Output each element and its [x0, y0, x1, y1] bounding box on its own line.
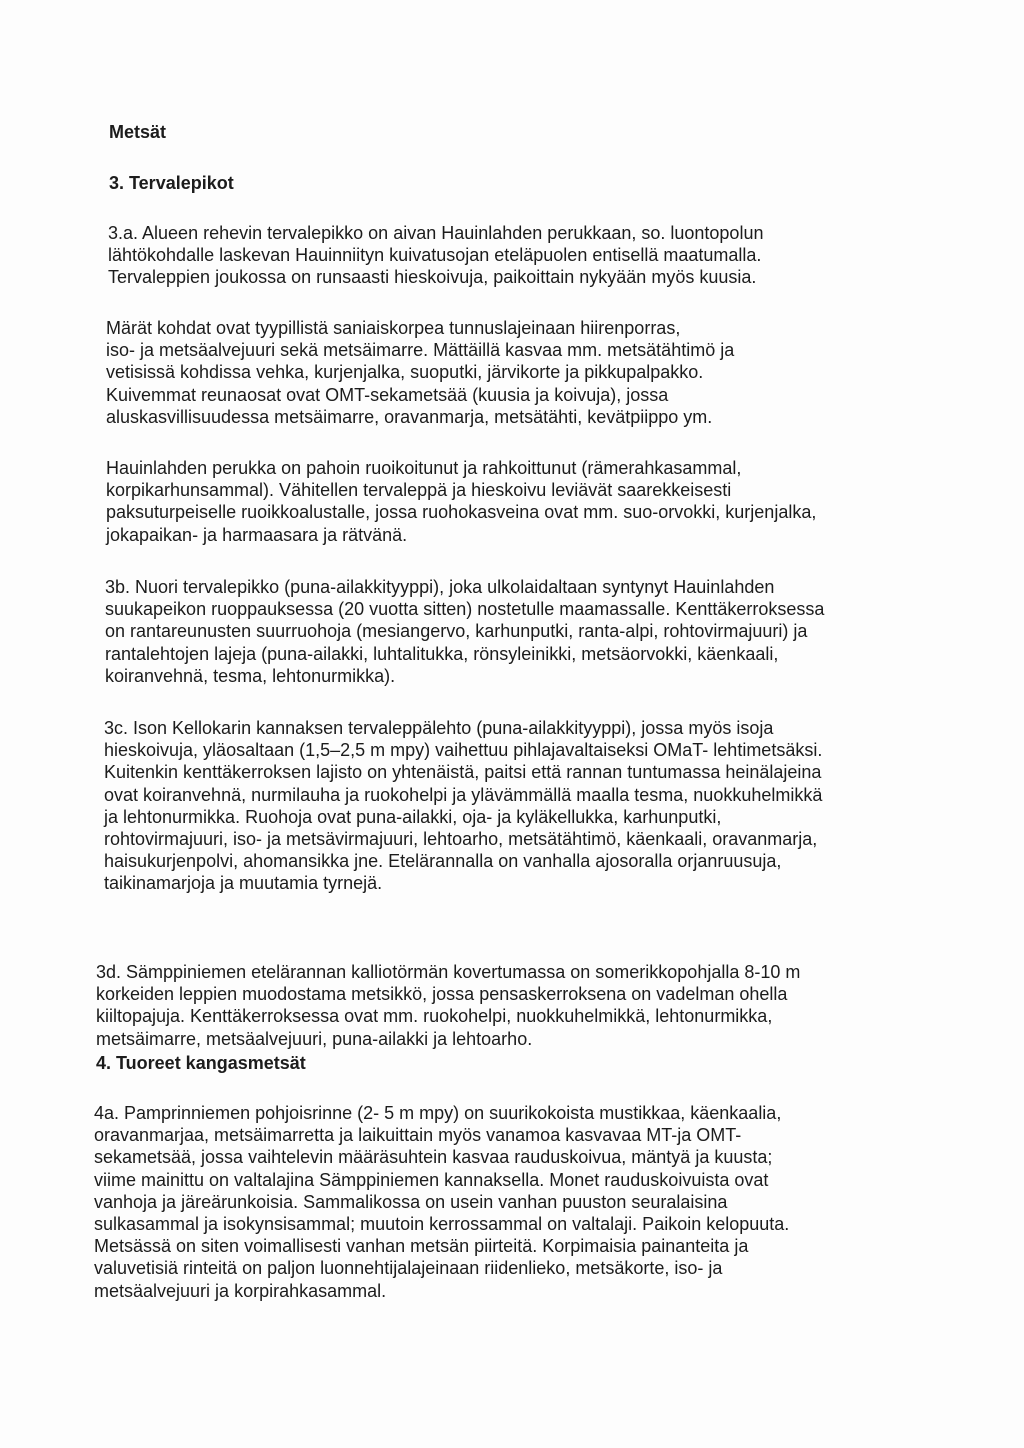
text-line: ovat koiranvehnä, nurmilauha ja ruokohelpi ja ylävämmällä maalla tesma, nuokkuhelmikkä: [104, 784, 823, 805]
text-line: aluskasvillisuudessa metsäimarre, oravanmarja, metsätähti, kevätpiippo ym.: [106, 406, 713, 427]
text-line: Kuitenkin kenttäkerroksen lajisto on yhtenäistä, paitsi että rannan tuntumassa heinälajeina: [104, 762, 822, 783]
text-line: korpikarhunsammal). Vähitellen tervaleppä ja hieskoivu leviävät saarekkeisesti: [106, 480, 732, 501]
text-line: valuvetisiä rinteitä on paljon luonnehtijalajeinaan riidenlieko, metsäkorte, iso- ja: [94, 1258, 723, 1279]
paragraph-3a-wet-areas: [106, 317, 734, 428]
text-line: on rantareunusten suurruohoja (mesiangervo, karhunputki, ranta-alpi, rohtovirmajuuri) ja: [105, 621, 808, 642]
text-line: lähtökohdalle laskevan Hauinniityn kuivatusojan eteläpuolen entisellä maatumalla.: [108, 245, 762, 266]
paragraph-3d: [96, 961, 800, 1050]
text-line: hieskoivuja, yläosaltaan (1,5–2,5 m mpy) vaihettuu pihlajavaltaiseksi OMaT- lehtimetsäksi.: [104, 740, 823, 761]
text-line: vanhoja ja järeärunkoisia. Sammalikossa on usein vanhan puuston seuralaisina: [94, 1191, 728, 1212]
text-line: Märät kohdat ovat tyypillistä saniaiskorpea tunnuslajeinaan hiirenporras,: [106, 318, 681, 338]
section-heading-tervalepikot: 3. Tervalepikot: [109, 173, 234, 193]
paragraph-3b: [105, 576, 824, 687]
text-line: taikinamarjoja ja muutamia tyrnejä.: [104, 873, 383, 894]
text-line: sekametsää, jossa vaihtelevin määräsuhtein kasvaa rauduskoivua, mäntyä ja kuusta;: [94, 1147, 773, 1168]
text-line: 3.a. Alueen rehevin tervalepikko on aivan Hauinlahden perukkaan, so. luontopolun: [108, 223, 764, 243]
text-line: sulkasammal ja isokynsisammal; muutoin kerrossammal on valtalaji. Paikoin kelopuuta.: [94, 1213, 790, 1234]
section-heading-kangasmetsat: 4. Tuoreet kangasmetsät: [96, 1053, 306, 1073]
text-line: suukapeikon ruoppauksessa (20 vuotta sitten) nostetulle maamassalle. Kenttäkerroksessa: [105, 599, 825, 620]
text-line: rohtovirmajuuri, iso- ja metsävirmajuuri, lehtoarho, metsätähtimö, käenkaali, oravanmarja,: [104, 828, 818, 849]
text-line: oravanmarjaa, metsäimarretta ja laikuittain myös vanamoa kasvavaa MT-ja OMT-: [94, 1125, 742, 1146]
text-line: Kuivemmat reunaosat ovat OMT-sekametsää (kuusia ja koivuja), jossa: [106, 384, 669, 405]
text-line: viime mainittu on valtalajina Sämppiniemen kannaksella. Monet rauduskoivuista ovat: [94, 1169, 769, 1190]
text-line: paksuturpeiselle ruoikkoalustalle, jossa ruohokasveina ovat mm. suo-orvokki, kurjenjalka,: [106, 502, 817, 523]
text-line: Hauinlahden perukka on pahoin ruoikoitunut ja rahkoittunut (rämerahkasammal,: [106, 458, 742, 478]
paragraph-3a: [108, 222, 763, 289]
text-line: Metsässä on siten voimallisesti vanhan metsän piirteitä. Korpimaisia painanteita ja: [94, 1236, 749, 1257]
text-line: jokapaikan- ja harmaasara ja rätvänä.: [106, 524, 408, 545]
text-line: metsäimarre, metsäalvejuuri, puna-ailakki ja lehtoarho.: [96, 1028, 533, 1049]
text-line: korkeiden leppien muodostama metsikkö, jossa pensaskerroksena on vadelman ohella: [96, 984, 788, 1005]
paragraph-3c: [104, 717, 822, 895]
text-line: 3c. Ison Kellokarin kannaksen tervaleppälehto (puna-ailakkityyppi), jossa myös isoja: [104, 718, 774, 738]
text-line: ja lehtonurmikka. Ruohoja ovat puna-ailakki, oja- ja kyläkellukka, karhunputki,: [104, 806, 722, 827]
text-line: rantalehtojen lajeja (puna-ailakki, luhtalitukka, rönsyleinikki, metsäorvokki, käenkaali,: [105, 643, 779, 664]
text-line: metsäalvejuuri ja korpirahkasammal.: [94, 1280, 387, 1301]
text-line: 4a. Pamprinniemen pohjoisrinne (2- 5 m mpy) on suurikokoista mustikkaa, käenkaalia,: [94, 1103, 782, 1123]
text-line: Tervaleppien joukossa on runsaasti hieskoivuja, paikoittain nykyään myös kuusia.: [108, 267, 757, 288]
page-title: Metsät: [109, 122, 167, 142]
text-line: vetisissä kohdissa vehka, kurjenjalka, suoputki, järvikorte ja pikkupalpakko.: [106, 362, 704, 383]
paragraph-4a: [94, 1102, 789, 1302]
text-line: 3b. Nuori tervalepikko (puna-ailakkityyppi), joka ulkolaidaltaan syntynyt Hauinlahden: [105, 577, 775, 597]
text-line: koiranvehnä, tesma, lehtonurmikka).: [105, 665, 396, 686]
text-line: haisukurjenpolvi, ahomansikka jne. Etelärannalla on vanhalla ajosoralla orjanruusuja,: [104, 851, 782, 872]
paragraph-3a-perukka: [106, 457, 816, 546]
text-line: 3d. Sämppiniemen etelärannan kalliotörmän kovertumassa on somerikkopohjalla 8-10 m: [96, 962, 801, 982]
text-line: kiiltopajuja. Kenttäkerroksessa ovat mm. ruokohelpi, nuokkuhelmikkä, lehtonurmikka,: [96, 1006, 773, 1027]
text-line: iso- ja metsäalvejuuri sekä metsäimarre. Mättäillä kasvaa mm. metsätähtimö ja: [106, 340, 735, 361]
